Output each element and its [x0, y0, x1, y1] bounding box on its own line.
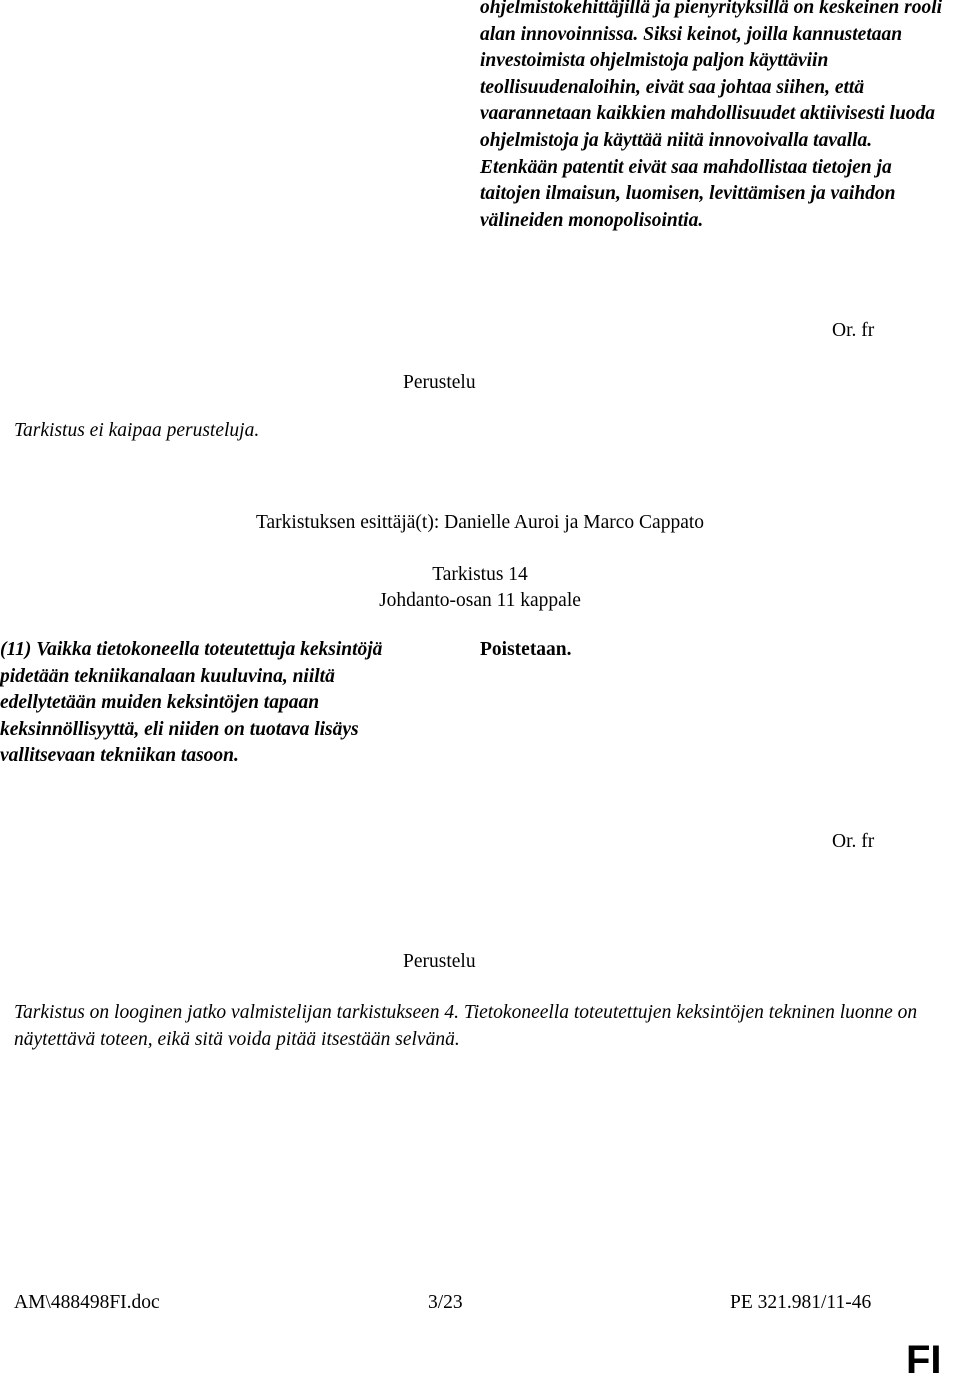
amendment-text-paragraph: ohjelmistokehittäjillä ja pienyrityksillä on keskeinen rooli alan innovoinnissa. Siksi keinot, joilla kannustetaan investoimista ohjelmistoja paljon käyttäviin teollisuudenaloihin, eivät saa johtaa siihen, että vaarannetaan kaikkien mahdollisuudet aktiivisesti luoda ohjelmistoja ja käyttää niitä innovoivalla tavalla. Etenkään patentit eivät saa mahdollistaa tietojen ja taitojen ilmaisun, luomisen, levittämisen ja vaihdon välineiden monopolisointia. [480, 0, 943, 231]
justification-heading: Perustelu [403, 372, 476, 393]
original-text-column: (11) Vaikka tietokoneella toteutettuja keksintöjä pidetään tekniikanalaan kuuluvina, niiltä edellytetään muiden keksintöjen tapaan keksinnöllisyyttä, eli niiden on tuotava lisäys vallitsevaan tekniikan tasoon. [0, 639, 383, 767]
footer-language-code: FI [906, 1338, 942, 1382]
footer-pe-reference: PE 321.981/11-46 [730, 1292, 872, 1313]
footer-document-reference: AM\488498FI.doc [14, 1292, 160, 1313]
justification-text: Tarkistus on looginen jatko valmistelijan tarkistukseen 4. Tietokoneella toteutettujen keksintöjen tekninen luonne on näytettävä toteen, eikä sitä voida pitää itsestään selvänä. [14, 1002, 918, 1050]
justification-text: Tarkistus ei kaipaa perusteluja. [14, 420, 260, 441]
amended-text-column: Poistetaan. [480, 639, 572, 660]
justification-heading: Perustelu [403, 951, 476, 972]
original-language-label: Or. fr [832, 320, 875, 341]
amendment-number: Tarkistus 14 [432, 564, 528, 585]
original-language-label: Or. fr [832, 831, 875, 852]
footer-page-number: 3/23 [428, 1292, 463, 1313]
recital-reference: Johdanto-osan 11 kappale [379, 590, 581, 611]
tabled-by-line: Tarkistuksen esittäjä(t): Danielle Auroi ja Marco Cappato [255, 512, 705, 533]
